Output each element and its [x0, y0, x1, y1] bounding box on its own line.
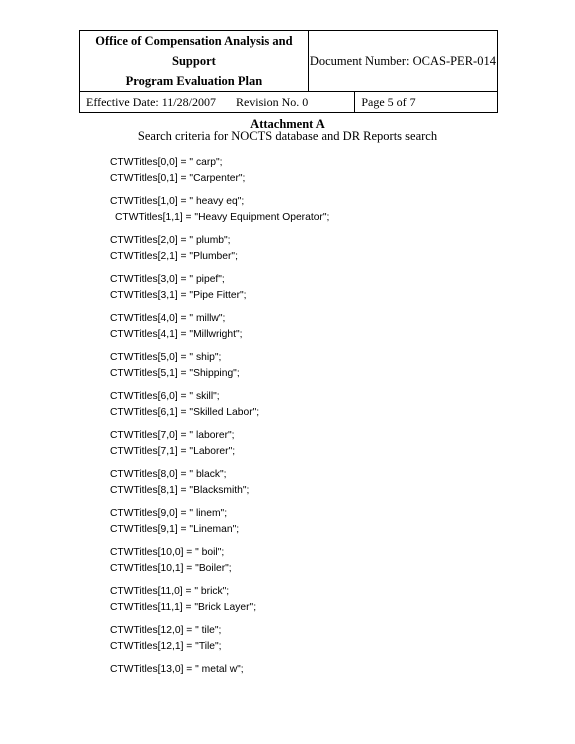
code-block [110, 194, 329, 225]
code-line: CTWTitles[0,0] = " carp"; [110, 157, 223, 168]
code-line: CTWTitles[9,1] = "Lineman"; [110, 523, 240, 535]
code-line: CTWTitles[7,1] = "Laborer"; [110, 445, 236, 457]
code-line: CTWTitles[5,0] = " ship"; [110, 352, 222, 363]
code-line: CTWTitles[2,0] = " plumb"; [110, 235, 231, 246]
code-line: CTWTitles[6,1] = "Skilled Labor"; [110, 406, 260, 418]
effective-date-cell [80, 92, 309, 113]
code-block [110, 584, 329, 615]
code-block [110, 623, 329, 654]
code-line: CTWTitles[6,0] = " skill"; [110, 391, 220, 402]
code-block [110, 389, 329, 420]
code-line: CTWTitles[1,0] = " heavy eq"; [110, 196, 245, 207]
code-block [110, 467, 329, 498]
revision-number: Revision No. 0 [235, 94, 309, 109]
code-block [110, 506, 329, 537]
organization-cell [80, 31, 309, 92]
page-number: Page 5 of 7 [355, 92, 498, 113]
code-line: CTWTitles[8,1] = "Blacksmith"; [110, 484, 250, 496]
effective-date: Effective Date: 11/28/2007 [86, 94, 216, 109]
code-line: CTWTitles[12,1] = "Tile"; [110, 640, 222, 652]
spacer-cell [308, 92, 355, 113]
code-line: CTWTitles[0,1] = "Carpenter"; [110, 172, 246, 184]
code-block [110, 272, 329, 303]
code-line: CTWTitles[5,1] = "Shipping"; [110, 367, 240, 379]
code-block [110, 428, 329, 459]
attachment-subtitle: Search criteria for NOCTS database and DR Reports search [137, 129, 438, 143]
code-line: CTWTitles[7,0] = " laborer"; [110, 430, 235, 441]
search-criteria-code [110, 155, 329, 686]
code-block [110, 311, 329, 342]
code-line: CTWTitles[12,0] = " tile"; [110, 625, 222, 636]
code-line: CTWTitles[4,0] = " millw"; [110, 313, 226, 324]
attachment-title: Attachment A [250, 117, 325, 131]
code-block [110, 662, 329, 678]
code-line: CTWTitles[13,0] = " metal w"; [110, 664, 244, 675]
organization-name: Office of Compensation Analysis and Support [95, 34, 293, 68]
code-line: CTWTitles[9,0] = " linem"; [110, 508, 228, 519]
code-block [110, 350, 329, 381]
code-block [110, 233, 329, 264]
code-line: CTWTitles[10,1] = "Boiler"; [110, 562, 232, 574]
code-line: CTWTitles[3,1] = "Pipe Fitter"; [110, 289, 247, 301]
code-line: CTWTitles[8,0] = " black"; [110, 469, 227, 480]
code-line: CTWTitles[2,1] = "Plumber"; [110, 250, 238, 262]
document-header [79, 30, 498, 113]
code-block [110, 545, 329, 576]
code-line: CTWTitles[3,0] = " pipef"; [110, 274, 225, 285]
code-line: CTWTitles[4,1] = "Millwright"; [110, 328, 243, 340]
code-line: CTWTitles[11,0] = " brick"; [110, 586, 230, 597]
code-block [110, 155, 329, 186]
document-number: Document Number: OCAS-PER-014 [308, 31, 497, 92]
plan-name: Program Evaluation Plan [125, 74, 263, 88]
code-line: CTWTitles[10,0] = " boil"; [110, 547, 225, 558]
code-line: CTWTitles[11,1] = "Brick Layer"; [110, 601, 257, 613]
code-line: CTWTitles[1,1] = "Heavy Equipment Operator"; [115, 211, 330, 223]
